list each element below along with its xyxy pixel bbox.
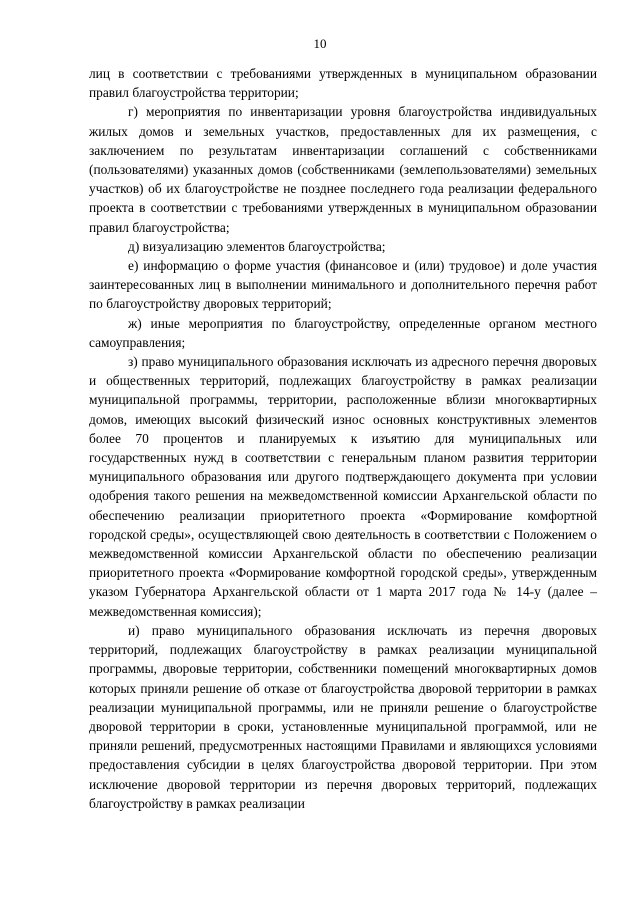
page-number: 10 <box>313 36 327 51</box>
paragraph: ж) иные мероприятия по благоустройству, определенные органом местного самоуправления; <box>89 315 597 350</box>
paragraph: д) визуализацию элементов благоустройства; <box>128 238 386 254</box>
paragraph: е) информацию о форме участия (финансовое и (или) трудовое) и доле участия заинтересованных лиц в выполнении минимального и дополнительного перечня работ по благоустройству дворовых территорий; <box>89 258 597 312</box>
paragraph: г) мероприятия по инвентаризации уровня благоустройства индивидуальных жилых домов и земельных участков, предоставленных для их размещения, с заключением по результатам инвентаризации соглашений с собственниками (пользователями) указанных домов (собственниками (землепользователями) земельных участков) об их благоустройстве не позднее последнего года реализации федерального проекта в соответствии с требованиями утвержденных в муниципальном образовании правил благоустройства; <box>89 104 597 235</box>
paragraph: и) право муниципального образования исключать из перечня дворовых территорий, подлежащих благоустройству в рамках реализации муниципальной программы, дворовые территории, собственники помещений многоквартирных домов которых приняли решение об отказе от благоустройства дворовой территории в рамках реализации муниципальной программы, или не приняли решение о благоустройстве дворовой территории в сроки, установленные муниципальной программой, или не приняли решений, предусмотренных настоящими Правилами и являющихся условиями предоставления субсидии в целях благоустройства дворовой территории. При этом исключение дворовой территории из перечня дворовых территорий, подлежащих благоустройству в рамках реализации <box>89 622 597 811</box>
paragraph: з) право муниципального образования исключать из адресного перечня дворовых и общественных территорий, подлежащих благоустройству в рамках реализации муниципальной программы, территории, расположенные вблизи многоквартирных домов, имеющих высокий физический износ основных конструктивных элементов более 70 процентов и планируемых к изъятию для муниципальных или государственных нужд в соответствии с генеральным планом развития территории муниципального образования или другого подтверждающего документа при условии одобрения такого решения на межведомственной комиссии Архангельской области по обеспечению реализации приоритетного проекта «Формирование комфортной городской среды», осуществляющей свою деятельность в соответствии с Положением о межведомственной комиссии Архангельской области по обеспечению реализации приоритетного проекта «Формирование комфортной городской среды», утвержденным указом Губернатора Архангельской области от 1 марта 2017 года № 14-у (далее – межведомственная комиссия); <box>89 354 597 619</box>
paragraph: лиц в соответствии с требованиями утвержденных в муниципальном образовании правил благоустройства территории; <box>89 66 597 101</box>
document-body <box>89 64 597 813</box>
